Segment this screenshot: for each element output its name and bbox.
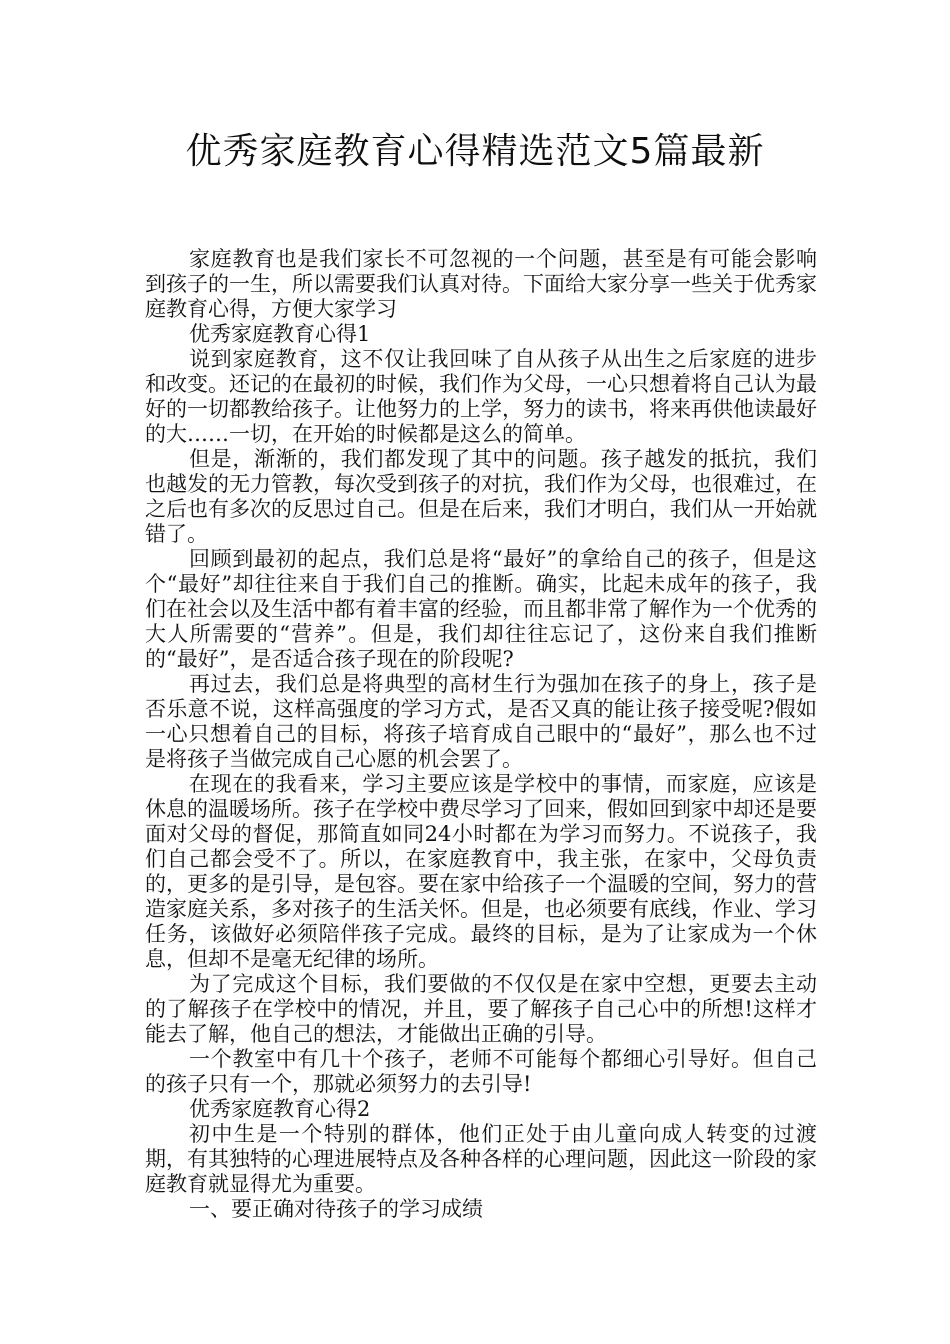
paragraph: 一个教室中有几十个孩子，老师不可能每个都细心引导好。但自己的孩子只有一个，那就必须努力的去引导! — [145, 1047, 817, 1096]
paragraph: 在现在的我看来，学习主要应该是学校中的事情，而家庭，应该是休息的温暖场所。孩子在学校中费尽学习了回来，假如回到家中却还是要面对父母的督促，那简直如同24小时都在为学习而努力。不说孩子，我们自己都会受不了。所以，在家庭教育中，我主张，在家中，父母负责的，更多的是引导，是包容。要在家中给孩子一个温暖的空间，努力的营造家庭关系，多对孩子的生活关怀。但是，也必须要有底线，作业、学习任务，该做好必须陪伴孩子完成。最终的目标，是为了让家成为一个休息，但却不是毫无纪律的场所。 — [145, 772, 817, 971]
section-heading-1: 优秀家庭教育心得1 — [189, 322, 371, 346]
document-body — [145, 247, 817, 1222]
paragraph: 初中生是一个特别的群体，他们正处于由儿童向成人转变的过渡期，有其独特的心理进展特点及各种各样的心理问题，因此这一阶段的家庭教育就显得尤为重要。 — [145, 1122, 817, 1196]
paragraph: 但是，渐渐的，我们都发现了其中的问题。孩子越发的抵抗，我们也越发的无力管教，每次受到孩子的对抗，我们作为父母，也很难过，在之后也有多次的反思过自己。但是在后来，我们才明白，我们从一开始就错了。 — [145, 447, 817, 546]
paragraph-intro: 家庭教育也是我们家长不可忽视的一个问题，甚至是有可能会影响到孩子的一生，所以需要我们认真对待。下面给大家分享一些关于优秀家庭教育心得，方便大家学习 — [145, 247, 817, 321]
document-title: 优秀家庭教育心得精选范文5篇最新 — [185, 131, 765, 172]
paragraph: 为了完成这个目标，我们要做的不仅仅是在家中空想，更要去主动的了解孩子在学校中的情况，并且，要了解孩子自己心中的所想!这样才能去了解，他自己的想法，才能做出正确的引导。 — [145, 972, 817, 1046]
paragraph: 再过去，我们总是将典型的高材生行为强加在孩子的身上，孩子是否乐意不说，这样高强度的学习方式，是否又真的能让孩子接受呢?假如一心只想着自己的目标，将孩子培育成自己眼中的“最好”，那么也不过是将孩子当做完成自己心愿的机会罢了。 — [145, 672, 817, 771]
paragraph: 回顾到最初的起点，我们总是将“最好”的拿给自己的孩子，但是这个“最好”却往往来自于我们自己的推断。确实，比起未成年的孩子，我们在社会以及生活中都有着丰富的经验，而且都非常了解作为一个优秀的大人所需要的“营养”。但是，我们却往往忘记了，这份来自我们推断的“最好”，是否适合孩子现在的阶段呢? — [145, 547, 817, 671]
section-heading-2: 优秀家庭教育心得2 — [189, 1097, 371, 1121]
paragraph: 说到家庭教育，这不仅让我回味了自从孩子从出生之后家庭的进步和改变。还记的在最初的时候，我们作为父母，一心只想着将自己认为最好的一切都教给孩子。让他努力的上学，努力的读书，将来再供他读最好的大……一切，在开始的时候都是这么的简单。 — [145, 347, 817, 446]
subsection-heading: 一、要正确对待孩子的学习成绩 — [189, 1197, 483, 1221]
